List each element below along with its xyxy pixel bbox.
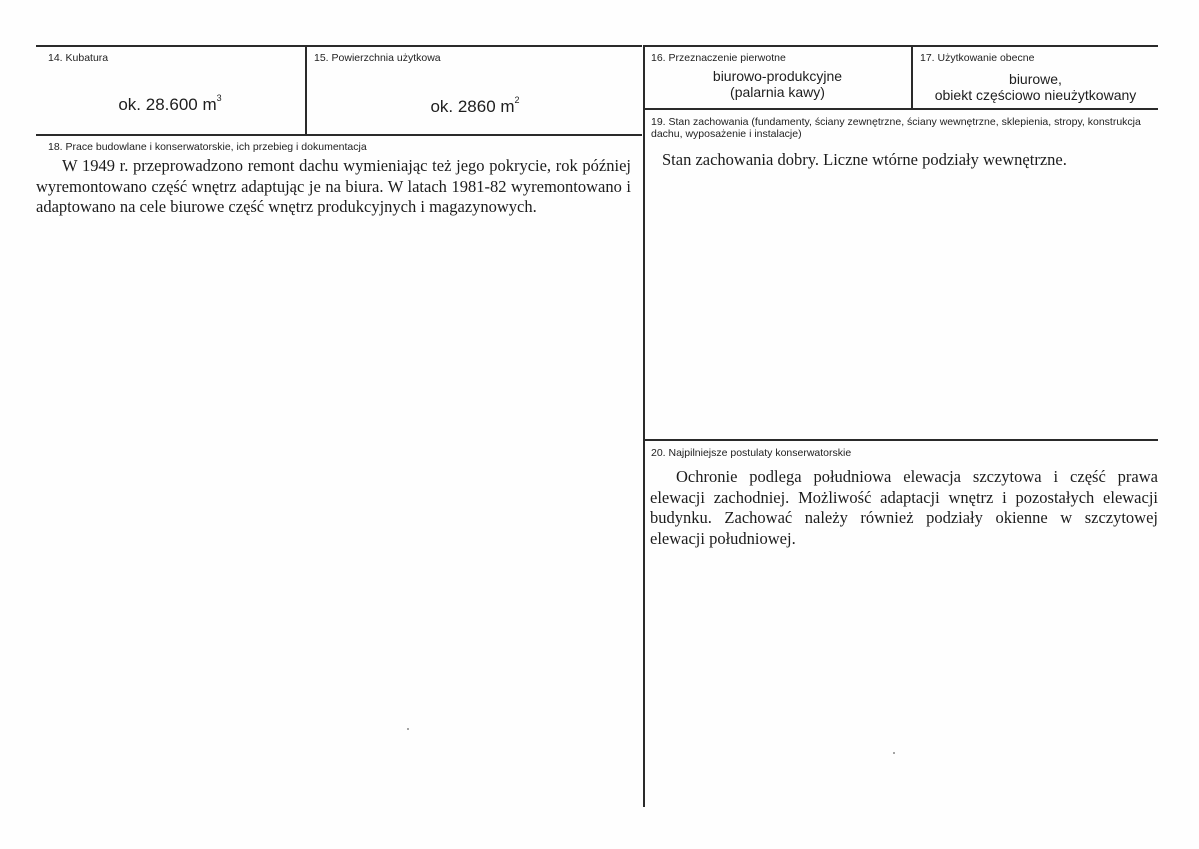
top-rule-left: [36, 45, 642, 47]
field-17-value-line1: biurowe,: [1009, 71, 1062, 87]
field-15-value: [340, 97, 610, 116]
field-15-value-text: ok. 2860 m: [430, 97, 515, 116]
field-14-value-exponent: 3: [216, 93, 222, 103]
field-14-label: 14. Kubatura: [48, 52, 109, 64]
field-17-value-line2: obiekt częściowo nieużytkowany: [934, 87, 1137, 103]
field-16-label: 16. Przeznaczenie pierwotne: [651, 52, 786, 64]
field-19-text: [636, 150, 1151, 171]
field-16-value-line1: biurowo-produkcyjne: [712, 68, 843, 84]
divider-14-15: [305, 45, 307, 135]
rule-under-16-17: [644, 108, 1158, 110]
field-16-value: [645, 68, 910, 100]
field-19-label: 19. Stan zachowania (fundamenty, ściany zewnętrzne, ściany wewnętrzne, sklepienia, stropy, konstrukcja dachu, wyposażenie i instalacje): [651, 116, 1141, 140]
field-17-label: 17. Użytkowanie obecne: [920, 52, 1035, 64]
rule-under-14-15: [36, 134, 642, 136]
field-20-text: [650, 467, 1158, 549]
scan-speck: [893, 752, 895, 754]
field-17-value: [913, 71, 1158, 103]
field-19-paragraph: Stan zachowania dobry. Liczne wtórne podziały wewnętrzne.: [662, 150, 1067, 169]
field-20-label: 20. Najpilniejsze postulaty konserwatorskie: [651, 447, 852, 459]
field-18-paragraph: W 1949 r. przeprowadzono remont dachu wymieniając też jego pokrycie, rok później wyremontowano część wnętrz adaptując je na biura. W latach 1981-82 wyremontowano i adaptowano na cele biurowe część wnętrz produkcyjnych i magazynowych.: [36, 156, 631, 216]
field-15-value-exponent: 2: [514, 95, 520, 105]
field-18-text: [36, 156, 631, 218]
field-18-label: 18. Prace budowlane i konserwatorskie, ich przebieg i dokumentacja: [48, 141, 367, 153]
field-14-value-text: ok. 28.600 m: [118, 95, 217, 114]
field-16-value-line2: (palarnia kawy): [730, 84, 825, 100]
scan-speck: [407, 728, 409, 730]
field-15-label: 15. Powierzchnia użytkowa: [314, 52, 441, 64]
field-14-value: [40, 95, 300, 114]
field-20-paragraph: Ochronie podlega południowa elewacja szczytowa i część prawa elewacji zachodniej. Możliwość adaptacji wnętrz i pozostałych elewacji budynku. Zachować należy również podziały okienne w szczytowej elewacji południowej.: [650, 467, 1158, 548]
top-rule-right: [644, 45, 1158, 47]
rule-above-20: [644, 439, 1158, 441]
